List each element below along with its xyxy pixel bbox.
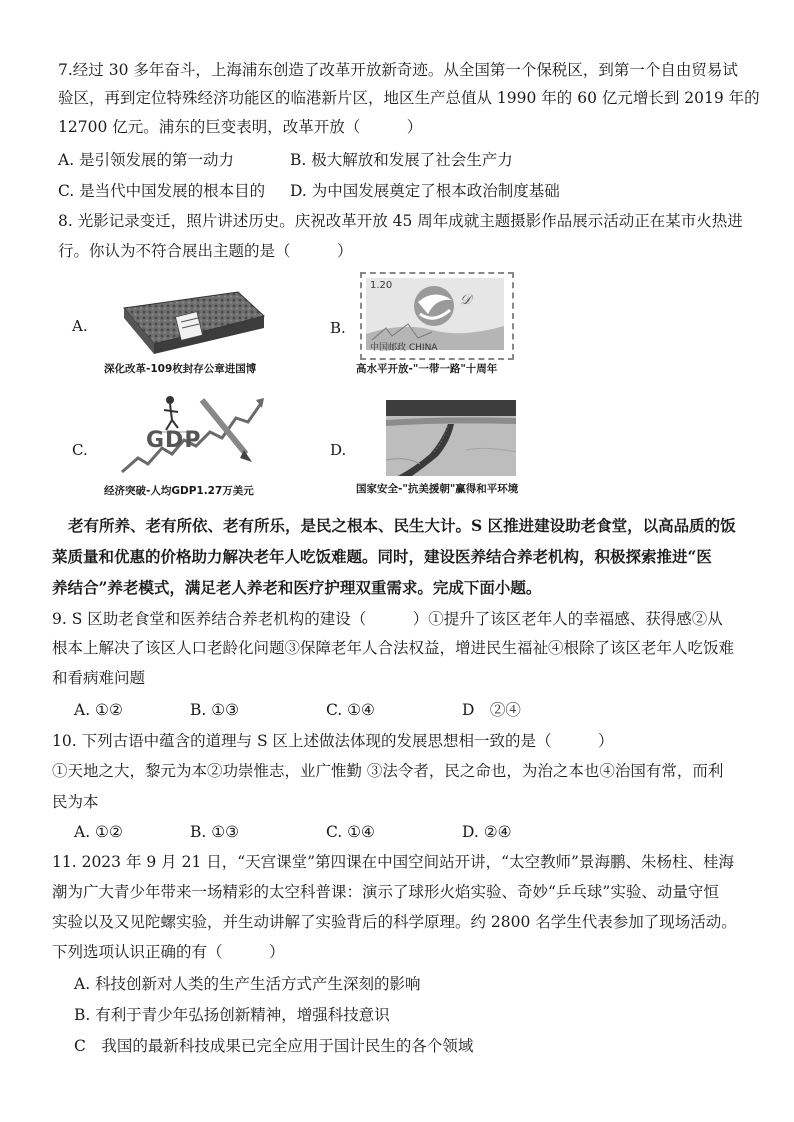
q11-option-a: A. 科技创新对人类的生产生活方式产生深刻的影响 [74,975,421,993]
q8-option-c-letter: C. [72,441,88,459]
q9-option-b: B. ①③ [190,701,240,719]
q8-option-c-caption: 经济突破-人均GDP1.27万美元 [104,485,254,497]
q10-stem-line-2: ①天地之大，黎元为本②功崇惟志，业广惟勤 ③法令者，民之命也，为治之本也④治国有常，而利 [52,762,724,780]
q7-option-d: D. 为中国发展奠定了根本政治制度基础 [290,182,560,200]
q8-option-b-letter: B. [330,319,346,337]
q11-option-c: C 我国的最新科技成果已完全应用于国计民生的各个领域 [74,1037,474,1055]
q11-stem-line-2: 潮为广大青少年带来一场精彩的太空科普课：演示了球形火焰实验、奇妙“乒乓球”实验、动量守恒 [52,883,719,901]
q9-stem-line-1: 9. S 区助老食堂和医养结合养老机构的建设（ ）①提升了该区老年人的幸福感、获得感②从 [52,610,723,628]
q8-option-b-caption: 高水平开放-"一带一路"十周年 [356,363,498,375]
gdp-label: GDP [146,428,202,453]
q10-option-c: C. ①④ [326,823,375,841]
q9-stem-line-3: 和看病难问题 [52,669,146,687]
q8-option-a-caption: 深化改革-109枚封存公章进国博 [104,363,257,375]
q9-stem-line-2: 根本上解决了该区人口老龄化问题③保障老年人合法权益，增进民生福祉④根除了该区老年人吃饭难 [52,639,735,657]
q9-option-c: C. ①④ [326,701,375,719]
q7-stem-line-1: 7.经过 30 多年奋斗，上海浦东创造了改革开放新奇迹。从全国第一个保税区，到第一个自由贸易试 [58,61,738,79]
q7-option-a: A. 是引领发展的第一动力 [58,151,235,169]
q11-stem-line-3: 实验以及又见陀螺实验，并生动讲解了实验背后的科学原理。约 2800 名学生代表参加了现场活动。 [52,913,737,931]
material-line-1: 老有所养、老有所依、老有所乐，是民之根本、民生大计。S 区推进建设助老食堂，以高品质的饭 [68,516,736,535]
q7-stem-line-3: 12700 亿元。浦东的巨变表明，改革开放（ ） [58,118,423,136]
q10-option-d: D. ②④ [462,823,512,841]
belt-road-stamp [360,272,514,360]
q11-stem-line-1: 11. 2023 年 9 月 21 日，“天宫课堂”第四课在中国空间站开讲，“太空教师”景海鹏、朱杨柱、桂海 [52,853,734,871]
q8-stem-line-1: 8. 光影记录变迁，照片讲述历史。庆祝改革开放 45 周年成就主题摄影作品展示活动正在某市火热进 [58,212,743,230]
causeway-photo [386,400,516,476]
q10-stem-line-1: 10. 下列古语中蕴含的道理与 S 区上述做法体现的发展思想相一致的是（ ） [52,732,614,750]
stamp-text: 中国邮政 CHINA [370,343,438,353]
q8-option-d-caption: 国家安全-"抗美援朝"赢得和平环境 [356,483,519,495]
q8-option-d-letter: D. [330,441,347,459]
q10-option-a: A. ①② [74,823,123,841]
q8-stem-line-2: 行。你认为不符合展出主题的是（ ） [58,242,353,260]
q10-option-b: B. ①③ [190,823,240,841]
stamp-value: 1.20 [370,280,393,291]
q11-option-b: B. 有利于青少年弘扬创新精神，增强科技意识 [74,1006,390,1024]
material-line-3: 养结合”养老模式，满足老人养老和医疗护理双重需求。完成下面小题。 [52,578,542,597]
sealed-stamps-photo [118,286,266,356]
material-line-2: 菜质量和优惠的价格助力解决老年人吃饭难题。同时，建设医养结合养老机构，积极探索推进“医 [52,547,712,566]
q7-stem-line-2: 验区，再到定位特殊经济功能区的临港新片区，地区生产总值从 1990 年的 60 亿元增长到 2019 年的 [58,89,760,107]
gdp-illustration [118,392,266,480]
q7-option-b: B. 极大解放和发展了社会生产力 [290,151,513,169]
q9-option-a: A. ①② [74,701,123,719]
q8-option-a-letter: A. [72,317,88,335]
q10-stem-line-3: 民为本 [52,793,99,811]
svg-text:𝒟: 𝒟 [460,292,472,308]
q7-option-c: C. 是当代中国发展的根本目的 [58,182,266,200]
q9-option-d: D ②④ [462,701,521,719]
q11-stem-line-4: 下列选项认识正确的有（ ） [52,943,285,961]
